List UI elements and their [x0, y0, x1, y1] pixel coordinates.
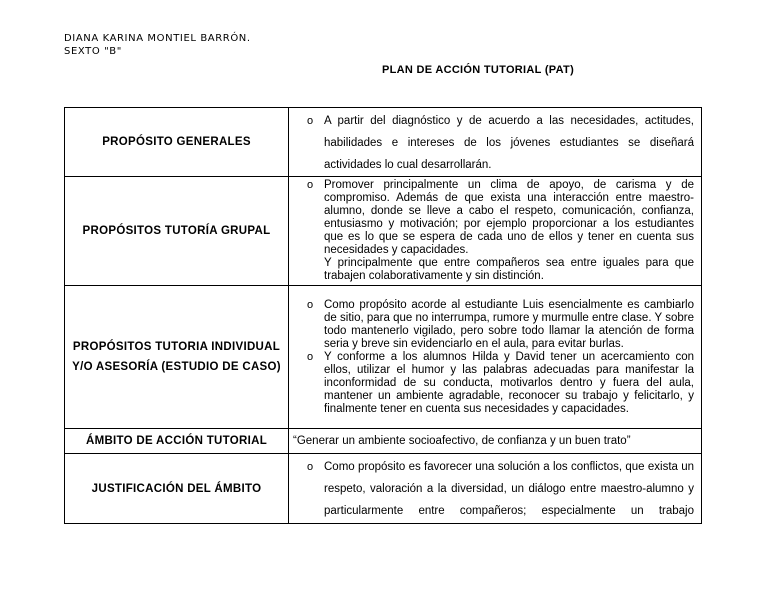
bullet-icon: o [307, 179, 314, 191]
bullet-icon: o [307, 351, 314, 363]
bullet-icon: o [307, 461, 314, 473]
content-propositos-generales [289, 108, 702, 177]
bullet-icon: o [307, 299, 314, 311]
list-item [293, 351, 694, 416]
author-name: DIANA KARINA MONTIEL BARRÓN. [64, 33, 251, 44]
list-item [293, 299, 694, 351]
row-propositos-generales [65, 108, 702, 177]
row-justificacion [65, 454, 702, 524]
label-tutoria-individual [65, 286, 289, 429]
author-group: SEXTO "B" [64, 46, 122, 57]
row-ambito [65, 429, 702, 454]
document-title: PLAN DE ACCIÓN TUTORIAL (PAT) [382, 64, 575, 76]
bullet-icon: o [307, 115, 314, 127]
label-line-1: PROPÓSITOS TUTORIA INDIVIDUAL [72, 341, 281, 353]
bullet-text: Como propósito acorde al estudiante Luis esencialmente es cambiarlo de sitio, para que no interrumpa, rumore y murmulle entre clase. Y sobre todo mantenerlo vigilado, pero sobre todo llamar la atención de forma seria y breve sin evidenciarlo en el aula, para evitar burlas. [324, 299, 694, 350]
label-ambito: ÁMBITO DE ACCIÓN TUTORIAL [65, 429, 289, 454]
author-block [64, 32, 251, 58]
list-item [293, 456, 694, 522]
row-tutoria-individual [65, 286, 702, 429]
content-justificacion [289, 454, 702, 524]
label-tutoria-grupal: PROPÓSITOS TUTORÍA GRUPAL [65, 177, 289, 286]
row-tutoria-grupal [65, 177, 702, 286]
content-tutoria-individual [289, 286, 702, 429]
bullet-text: Y conforme a los alumnos Hilda y David tener un acercamiento con ellos, utilizar el humor y las palabras adecuadas para manifestar la inconformidad de su conducta, motivarlos dentro y fuera del aula, mantener un ambiente agradable, reconocer su trabajo y felicitarlo, y finalmente tener en cuenta sus necesidades y capacidades. [324, 351, 694, 415]
list-item [293, 110, 694, 176]
label-line-2: Y/O ASESORÍA (ESTUDIO DE CASO) [72, 361, 281, 373]
content-tutoria-grupal [289, 177, 702, 286]
content-ambito: “Generar un ambiente socioafectivo, de confianza y un buen trato” [289, 429, 702, 454]
label-propositos-generales: PROPÓSITO GENERALES [65, 108, 289, 177]
pat-table [64, 107, 702, 524]
bullet-text: Como propósito es favorecer una solución a los conflictos, que exista un respeto, valoración a la diversidad, un diálogo entre maestro-alumno y particularmente entre compañeros; especialmente un trabajo [324, 461, 694, 517]
list-item [293, 179, 694, 257]
bullet-text: Promover principalmente un clima de apoyo, de carisma y de compromiso. Además de que exista una interacción entre maestro-alumno, donde se lleve a cabo el respeto, comunicación, confianza, entusiasmo y motivación; por ejemplo proporcionar a los estudiantes que es lo que se espera de cada uno de ellos y tener en cuenta sus necesidades y capacidades. [324, 179, 694, 256]
paragraph-extra: Y principalmente que entre compañeros sea entre iguales para que trabajen colaborativamente y sin distinción. [324, 257, 694, 282]
bullet-text: A partir del diagnóstico y de acuerdo a las necesidades, actitudes, habilidades e intereses de los jóvenes estudiantes se diseñará actividades lo cual desarrollarán. [324, 115, 694, 171]
label-justificacion: JUSTIFICACIÓN DEL ÁMBITO [65, 454, 289, 524]
